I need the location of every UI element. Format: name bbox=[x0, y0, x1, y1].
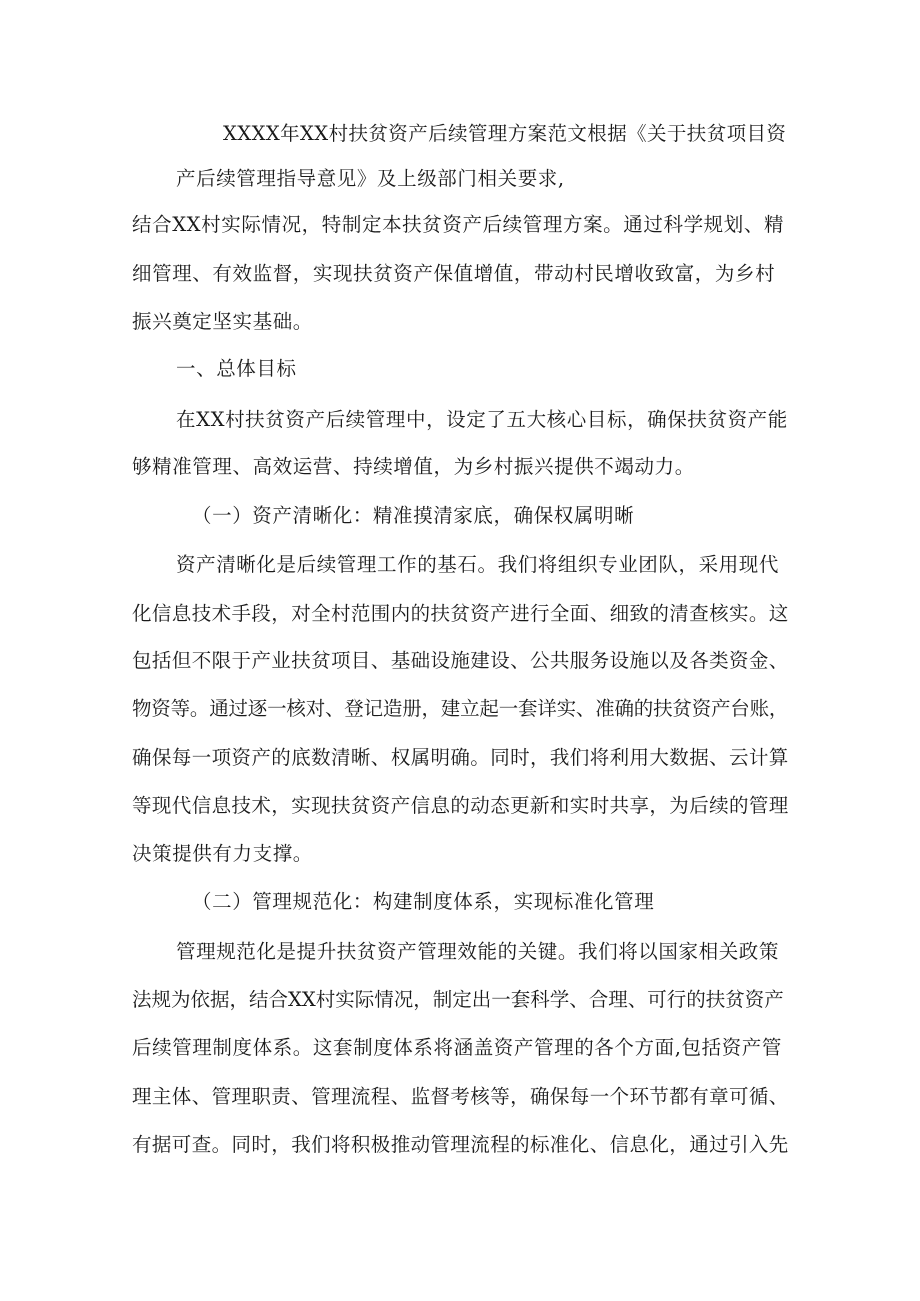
title-line: XXXX年XX村扶贫资产后续管理方案范文根据《关于扶贫项目资 bbox=[223, 122, 787, 145]
text-line: 确保每一项资产的底数清晰、权属明确。同时，我们将利用大数据、云计算 bbox=[132, 746, 789, 769]
text-line: 细管理、有效监督，实现扶贫资产保值增值，带动村民增收致富，为乡村 bbox=[132, 262, 776, 285]
text-line: 后续管理制度体系。这套制度体系将涵盖资产管理的各个方面,包括资产管 bbox=[132, 1036, 782, 1059]
subsection-heading: （二）管理规范化：构建制度体系，实现标准化管理 bbox=[192, 890, 655, 913]
text-line: 物资等。通过逐一核对、登记造册，建立起一套详实、准确的扶贫资产台账， bbox=[132, 697, 789, 720]
text-line: 结合XX村实际情况，特制定本扶贫资产后续管理方案。通过科学规划、精 bbox=[132, 213, 785, 236]
text-line: 化信息技术手段，对全村范围内的扶贫资产进行全面、细致的清查核实。这 bbox=[132, 602, 789, 625]
subsection-heading: （一）资产清晰化：精准摸清家底，确保权属明晰 bbox=[192, 504, 635, 527]
section-heading: 一、总体目标 bbox=[176, 357, 297, 380]
text-line: 包括但不限于产业扶贫项目、基础设施建设、公共服务设施以及各类资金、 bbox=[132, 649, 789, 672]
text-line: 资产清晰化是后续管理工作的基石。我们将组织专业团队，采用现代 bbox=[176, 553, 780, 576]
title-line: 产后续管理指导意见》及上级部门相关要求, bbox=[176, 167, 565, 190]
text-line: 振兴奠定坚实基础。 bbox=[132, 310, 313, 333]
text-line: 决策提供有力支撑。 bbox=[132, 842, 313, 865]
text-line: 有据可查。同时，我们将积极推动管理流程的标准化、信息化，通过引入先 bbox=[132, 1133, 789, 1156]
text-line: 法规为依据，结合XX村实际情况，制定出一套科学、合理、可行的扶贫资产 bbox=[132, 988, 784, 1011]
text-line: 够精准管理、高效运营、持续增值，为乡村振兴提供不竭动力。 bbox=[132, 455, 695, 478]
text-line: 理主体、管理职责、管理流程、监督考核等，确保每一个环节都有章可循、 bbox=[132, 1085, 789, 1108]
text-line: 等现代信息技术，实现扶贫资产信息的动态更新和实时共享，为后续的管理 bbox=[132, 794, 789, 817]
text-line: 管理规范化是提升扶贫资产管理效能的关键。我们将以国家相关政策 bbox=[176, 940, 780, 963]
text-line: 在XX村扶贫资产后续管理中，设定了五大核心目标，确保扶贫资产能 bbox=[176, 408, 788, 431]
